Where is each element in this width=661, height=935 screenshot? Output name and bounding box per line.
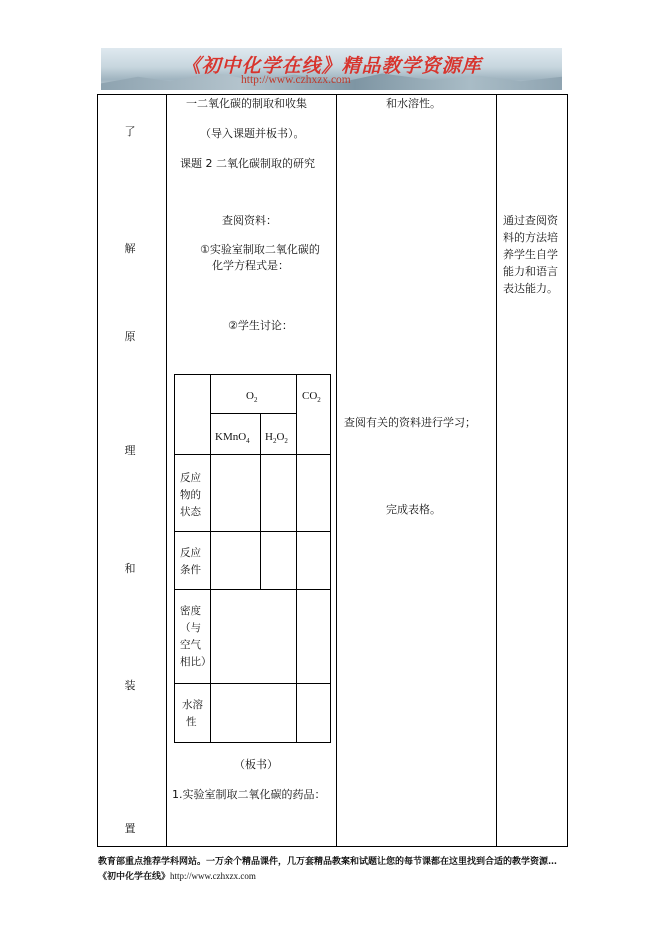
column-divider-1 bbox=[166, 94, 167, 847]
question-1-line-2: 化学方程式是： bbox=[212, 259, 289, 272]
stage-label-char: 置 bbox=[124, 822, 136, 835]
stage-label-char: 理 bbox=[124, 444, 136, 457]
inner-table-col-line bbox=[296, 374, 297, 743]
inner-table-row-line bbox=[174, 531, 330, 532]
inner-table-col-line bbox=[210, 374, 211, 743]
row-label-condition: 反应 条件 bbox=[180, 547, 201, 576]
lesson-title: 课题 2 二氧化碳制取的研究 bbox=[180, 157, 315, 170]
inner-table-subheader-line bbox=[210, 413, 296, 414]
header-banner bbox=[101, 48, 562, 90]
header-carbon-dioxide: $CO_2$ bbox=[302, 390, 321, 405]
intro-note: （导入课题并板书）。 bbox=[200, 127, 305, 140]
stage-label-char: 解 bbox=[124, 242, 136, 255]
inner-table-right bbox=[330, 374, 331, 743]
footer-url[interactable]: http://www.czhxzx.com bbox=[170, 871, 256, 881]
inner-table-col-line-partial bbox=[260, 413, 261, 590]
table-left-border bbox=[97, 94, 98, 847]
row-label-density: 密度 （与 空气 相比） bbox=[180, 605, 212, 668]
subheader-h2o2: $H_2O_2$ bbox=[265, 431, 288, 446]
footer-note: 教育部重点推荐学科网站。一万余个精品课件，几万套精品教案和试题让您的每节课都在这里找到合适的教学资源…《初中化学在线》http://www.czhxzx.com bbox=[98, 857, 558, 882]
student-top-text: 和水溶性。 bbox=[386, 97, 441, 110]
inner-table-row-line bbox=[174, 683, 330, 684]
inner-table-bottom bbox=[174, 742, 330, 743]
column-divider-3 bbox=[496, 94, 497, 847]
stage-label-char: 装 bbox=[124, 679, 136, 692]
table-bottom-border bbox=[97, 846, 568, 847]
student-complete: 完成表格。 bbox=[386, 503, 441, 516]
table-top-border bbox=[97, 94, 568, 95]
item-1-reagents: 1.实验室制取二氧化碳的药品： bbox=[172, 788, 326, 801]
inner-table-top bbox=[174, 374, 330, 375]
banner-title: 《初中化学在线》精品教学资源库 bbox=[181, 55, 482, 77]
stage-label-char: 和 bbox=[124, 562, 136, 575]
question-1-line-1: ①实验室制取二氧化碳的 bbox=[200, 243, 320, 256]
header-oxygen: $O_2$ bbox=[246, 390, 258, 405]
design-intent: 通过查阅资 料的方法培 养学生自学 能力和语言 表达能力。 bbox=[503, 214, 558, 295]
student-research: 查阅有关的资料进行学习； bbox=[344, 416, 476, 429]
board-note: （板书） bbox=[234, 758, 278, 771]
stage-label-char: 了 bbox=[124, 125, 136, 138]
row-label-solubility: 水溶 性 bbox=[182, 699, 203, 728]
subheader-kmno4: KMnO$_4$ bbox=[215, 431, 250, 446]
row-label-state: 反应 物的 状态 bbox=[180, 472, 201, 518]
question-2: ②学生讨论： bbox=[228, 319, 293, 332]
inner-table-row-line bbox=[174, 589, 330, 590]
stage-label-char: 原 bbox=[124, 330, 136, 343]
column-divider-2 bbox=[336, 94, 337, 847]
inner-table-header-bottom bbox=[174, 454, 330, 455]
topic-heading: 一二氧化碳的制取和收集 bbox=[186, 97, 307, 110]
banner-url[interactable]: http://www.czhxzx.com bbox=[241, 74, 351, 86]
table-right-border bbox=[567, 94, 568, 847]
lookup-label: 查阅资料： bbox=[222, 214, 277, 227]
inner-table-left bbox=[174, 374, 175, 743]
